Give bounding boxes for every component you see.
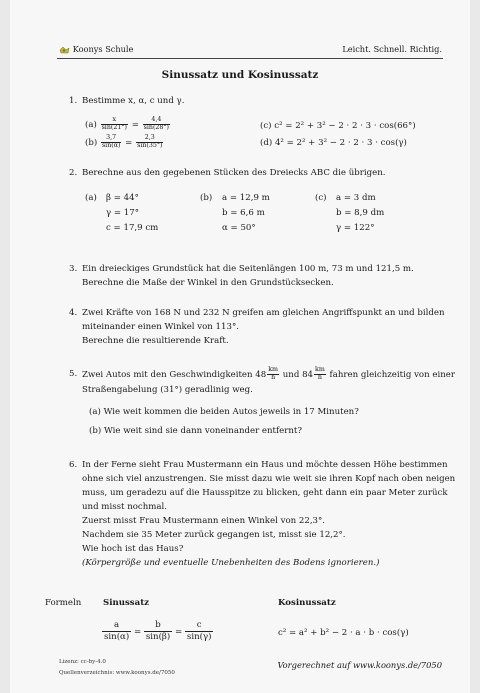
sinus-eq2: = — [174, 627, 183, 638]
brand-name: Koonys Schule — [72, 44, 134, 54]
task5-mid: und 84 — [282, 369, 314, 380]
task6-line4: und misst nochmal. — [82, 502, 168, 512]
task2-number: 2. — [69, 168, 78, 178]
task1-b-label: (b) — [85, 137, 98, 148]
task3-number: 3. — [69, 264, 78, 274]
sinus-frac-b — [144, 620, 172, 643]
task5-b-label: (b) — [89, 426, 102, 436]
task5-a-label: (a) — [89, 407, 101, 417]
task1-a-lhs-den: sin(21°) — [101, 123, 127, 131]
task1-d-label: (d) — [260, 138, 273, 148]
task2-b-label: (b) — [200, 193, 213, 203]
footer-sources: Quellenverzeichnis: www.koonys.de/7050 — [59, 670, 175, 676]
task1-a-lhs-num: x — [101, 117, 128, 125]
task3-line2: Berechne die Maße der Winkel in den Grundstücksecken. — [82, 278, 334, 288]
sinus-frac-c-num: c — [185, 620, 214, 632]
footer-computed: Vorgerechnet auf www.koonys.de/7050 — [277, 660, 442, 670]
header-slogan: Leicht. Schnell. Richtig. — [342, 44, 442, 54]
task3-line1: Ein dreieckiges Grundstück hat die Seitenlängen 100 m, 73 m und 121,5 m. — [82, 264, 414, 274]
kosinus-title: Kosinussatz — [278, 598, 336, 608]
task4-number: 4. — [69, 308, 78, 318]
task5-pre: Zwei Autos mit den Geschwindigkeiten 48 — [82, 369, 267, 380]
header-rule — [57, 58, 443, 59]
task1-a-label: (a) — [85, 119, 97, 130]
task1-a-rhs — [143, 117, 170, 132]
task1-b-rhs — [136, 135, 163, 150]
task1-c — [260, 121, 416, 133]
sinus-frac-b-num: b — [144, 620, 172, 632]
task1-d — [260, 138, 407, 150]
task5-line2: Straßengabelung (31°) geradlinig weg. — [82, 385, 253, 395]
task5-a-text: Wie weit kommen die beiden Autos jeweils in 17 Minuten? — [103, 407, 359, 417]
task5-unit1-den: h — [271, 373, 276, 381]
task6-line1: In der Ferne sieht Frau Mustermann ein Haus und möchte dessen Höhe bestimmen — [82, 460, 448, 470]
task5-b-text: Wie weit sind sie dann voneinander entfernt? — [103, 426, 302, 436]
task1-b-rhs-den: sin(35°) — [137, 141, 163, 149]
task4-line2: miteinander einen Winkel von 113°. — [82, 322, 239, 332]
task4-line1: Zwei Kräfte von 168 N und 232 N greifen am gleichen Angriffspunkt an und bilden — [82, 308, 445, 318]
sinus-frac-a — [102, 620, 131, 643]
sinus-frac-a-num: a — [102, 620, 131, 632]
sinus-frac-c-den: sin(γ) — [186, 632, 212, 643]
sinus-eq1: = — [133, 627, 142, 638]
koonys-logo-icon — [59, 45, 70, 54]
page-title: Sinussatz und Kosinussatz — [161, 69, 319, 81]
task2-text: Berechne aus den gegebenen Stücken des Dreiecks ABC die übrigen. — [82, 168, 386, 178]
task2-c-line1: a = 3 dm — [336, 193, 376, 203]
task4-line3: Berechne die resultierende Kraft. — [82, 336, 229, 346]
task1-b-rhs-num: 2,3 — [136, 135, 163, 143]
task2-c-line3: γ = 122° — [336, 223, 375, 233]
task5-unit1-num: km — [268, 366, 279, 373]
task6-line7: Wie hoch ist das Haus? — [82, 544, 184, 554]
task5-unit2-num: km — [315, 366, 325, 373]
task1-b-lhs-den: sin(α) — [101, 141, 121, 149]
task5-number: 5. — [69, 369, 78, 379]
task5-a — [89, 407, 359, 419]
task2-a-line2: γ = 17° — [106, 208, 140, 218]
task6-line2: ohne sich viel anzustrengen. Sie misst dazu wie weit sie ihren Kopf nach oben neigen — [82, 474, 456, 484]
task1-b — [85, 135, 164, 150]
kosinus-formula: c² = a² + b² − 2 · a · b · cos(γ) — [278, 628, 409, 638]
task6-line5: Zuerst misst Frau Mustermann einen Winkel von 22,3°. — [82, 516, 326, 526]
header-brand — [59, 44, 133, 57]
footer-license: Lizenz: cc-by-4.0 — [59, 659, 106, 665]
task1-c-expr: c² = 2² + 3² − 2 · 2 · 3 · cos(66°) — [274, 121, 416, 131]
task1-a-rhs-den: sin(28°) — [143, 123, 170, 131]
task6-line6: Nachdem sie 35 Meter zurück gegangen ist, misst sie 12,2°. — [82, 530, 346, 540]
task5-unit2 — [314, 367, 326, 382]
task5-post: fahren gleichzeitig von einer — [329, 369, 455, 380]
sinus-title: Sinussatz — [103, 598, 150, 608]
sinus-formula — [102, 620, 213, 643]
task2-c-label: (c) — [315, 193, 327, 203]
task2-a-line1: β = 44° — [106, 193, 139, 203]
task2-b-line3: α = 50° — [222, 223, 256, 233]
task1-number: 1. — [69, 96, 78, 106]
task1-b-eq: = — [125, 137, 133, 148]
task2-a-label: (a) — [85, 193, 97, 203]
task1-b-lhs-num: 3,7 — [101, 135, 121, 143]
task5-line1 — [82, 367, 455, 382]
sinus-frac-a-den: sin(α) — [104, 632, 130, 643]
task1-a-eq: = — [131, 119, 139, 130]
worksheet-page — [10, 0, 470, 693]
formulas-label: Formeln — [45, 598, 82, 608]
task2-b-line2: b = 6,6 m — [222, 208, 265, 218]
task6-note: (Körpergröße und eventuelle Unebenheiten des Bodens ignorieren.) — [82, 558, 380, 568]
task1-a-lhs — [101, 117, 128, 132]
task2-a-line3: c = 17,9 cm — [106, 223, 159, 233]
task1-a-rhs-num: 4,4 — [143, 117, 170, 125]
task1-a — [85, 117, 171, 132]
task5-b — [89, 426, 302, 438]
sinus-frac-b-den: sin(β) — [145, 632, 171, 643]
task5-unit1 — [267, 367, 279, 382]
task6-line3: muss, um geradezu auf die Hausspitze zu blicken, geht dann ein paar Meter zurück — [82, 488, 448, 498]
task6-number: 6. — [69, 460, 78, 470]
task1-c-label: (c) — [260, 121, 272, 131]
task1-text: Bestimme x, α, c und γ. — [82, 96, 185, 106]
task1-b-lhs — [101, 135, 121, 150]
task1-d-expr: 4² = 2² + 3² − 2 · 2 · 3 · cos(γ) — [274, 138, 407, 148]
sinus-frac-c — [185, 620, 214, 643]
task5-unit2-den: h — [317, 373, 322, 381]
task2-b-line1: a = 12,9 m — [222, 193, 270, 203]
task2-c-line2: b = 8,9 dm — [336, 208, 385, 218]
